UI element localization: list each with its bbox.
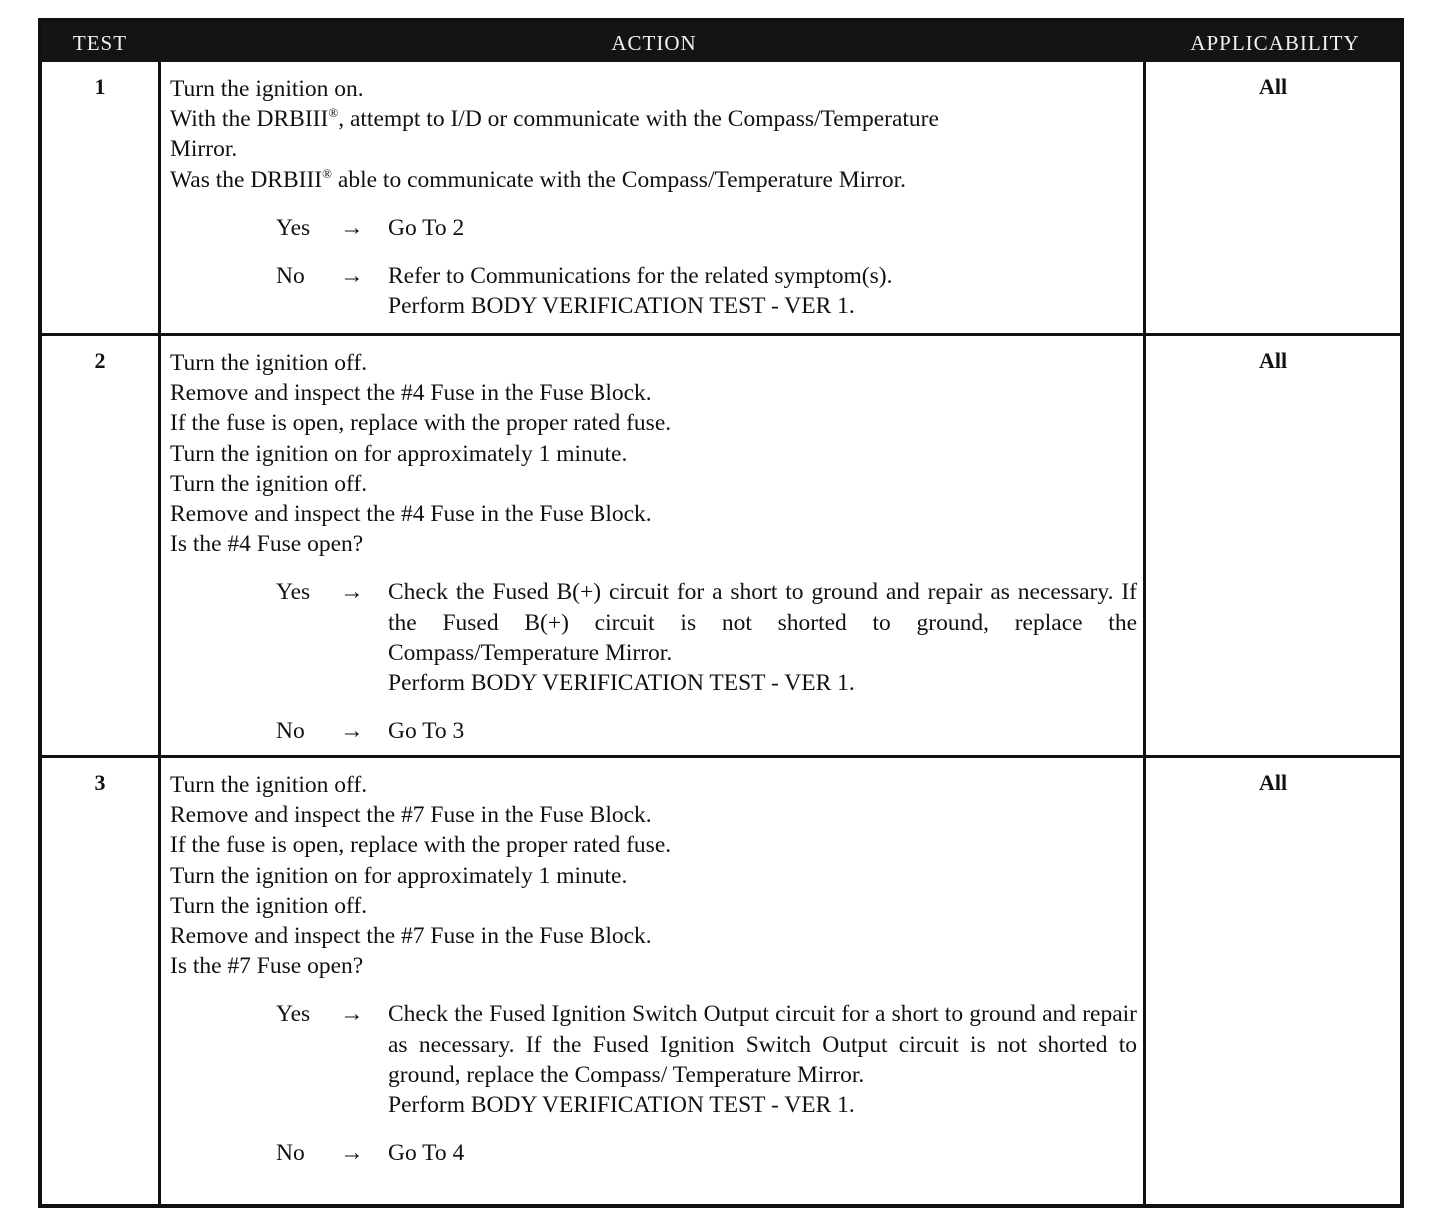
- no-label: No: [276, 263, 305, 290]
- arrow-icon: →: [340, 214, 364, 241]
- result-line: Go To 2: [388, 214, 465, 241]
- action-step: Turn the ignition on for approximately 1 minute.: [170, 440, 628, 467]
- yes-branch: [276, 577, 1137, 698]
- arrow-icon: →: [340, 1001, 364, 1028]
- action-step: Turn the ignition off.: [170, 470, 368, 497]
- header-applicability: APPLICABILITY: [1146, 22, 1400, 62]
- test-number: 3: [94, 770, 106, 795]
- action-step: Mirror.: [170, 136, 238, 163]
- arrow-icon: →: [340, 1140, 364, 1167]
- action-step: Is the #4 Fuse open?: [170, 531, 364, 558]
- diagnostic-test-table: [38, 18, 1404, 1208]
- no-result: [388, 1138, 1137, 1168]
- test-number: 2: [94, 348, 106, 373]
- yes-result: [388, 999, 1137, 1120]
- result-line: Go To 3: [388, 718, 465, 745]
- no-result: [388, 716, 1137, 746]
- action-step: Turn the ignition on.: [170, 76, 364, 102]
- yes-label: Yes: [276, 214, 311, 241]
- arrow-icon: →: [340, 579, 364, 606]
- result-line: Check the Fused B(+) circuit for a short to ground and repair as necessary. If the Fused B(+) circuit is not shorted to ground, replace the Compass/Temperature Mirror.: [388, 579, 1137, 666]
- yes-label: Yes: [276, 1001, 311, 1028]
- action-step: Turn the ignition off.: [170, 350, 368, 376]
- yes-result: [388, 213, 1137, 243]
- yes-label: Yes: [276, 579, 311, 606]
- result-line: Perform BODY VERIFICATION TEST - VER 1.: [388, 1092, 855, 1119]
- no-result: [388, 261, 1137, 321]
- result-line: Perform BODY VERIFICATION TEST - VER 1.: [388, 670, 855, 697]
- no-branch: [276, 261, 1137, 321]
- result-line: Go To 4: [388, 1140, 465, 1167]
- action-step: Is the #7 Fuse open?: [170, 953, 364, 980]
- action-step: Remove and inspect the #4 Fuse in the Fuse Block.: [170, 501, 652, 528]
- applicability-value: All: [1258, 348, 1288, 373]
- result-line: Perform BODY VERIFICATION TEST - VER 1.: [388, 293, 855, 320]
- action-step: Turn the ignition off.: [170, 892, 368, 919]
- table-header: [42, 22, 1400, 62]
- result-line: Check the Fused Ignition Switch Output circuit for a short to ground and repair as necessary. If the Fused Ignition Switch Output circuit is not shorted to ground, replace the Compass/ Temperature Mirror.: [388, 1001, 1137, 1088]
- no-label: No: [276, 1140, 305, 1167]
- yes-branch: [276, 213, 1137, 243]
- action-cell: [158, 758, 1146, 1205]
- action-step: Was the DRBIII® able to communicate with the Compass/Temperature Mirror.: [170, 165, 906, 193]
- action-step: Remove and inspect the #4 Fuse in the Fuse Block.: [170, 380, 652, 407]
- action-cell: [158, 62, 1146, 333]
- table-row: [42, 333, 1400, 755]
- result-line: Refer to Communications for the related symptom(s).: [388, 263, 893, 290]
- arrow-icon: →: [340, 718, 364, 745]
- no-branch: [276, 716, 1137, 746]
- yes-branch: [276, 999, 1137, 1120]
- table-row: [42, 755, 1400, 1205]
- table-row: [42, 62, 1400, 333]
- test-number: 1: [94, 74, 106, 99]
- applicability-value: All: [1258, 770, 1288, 795]
- action-step: Turn the ignition off.: [170, 772, 368, 798]
- action-step: Remove and inspect the #7 Fuse in the Fuse Block.: [170, 923, 652, 950]
- header-test: TEST: [72, 30, 128, 55]
- action-step: If the fuse is open, replace with the proper rated fuse.: [170, 410, 672, 437]
- action-step: If the fuse is open, replace with the proper rated fuse.: [170, 832, 672, 859]
- yes-result: [388, 577, 1137, 698]
- header-action: ACTION: [158, 22, 1146, 62]
- action-step: With the DRBIII®, attempt to I/D or communicate with the Compass/Temperature: [170, 105, 939, 133]
- no-label: No: [276, 718, 305, 745]
- action-step: Turn the ignition on for approximately 1 minute.: [170, 862, 628, 889]
- no-branch: [276, 1138, 1137, 1168]
- arrow-icon: →: [340, 263, 364, 290]
- applicability-value: All: [1258, 74, 1288, 99]
- action-cell: [158, 336, 1146, 755]
- action-step: Remove and inspect the #7 Fuse in the Fuse Block.: [170, 802, 652, 829]
